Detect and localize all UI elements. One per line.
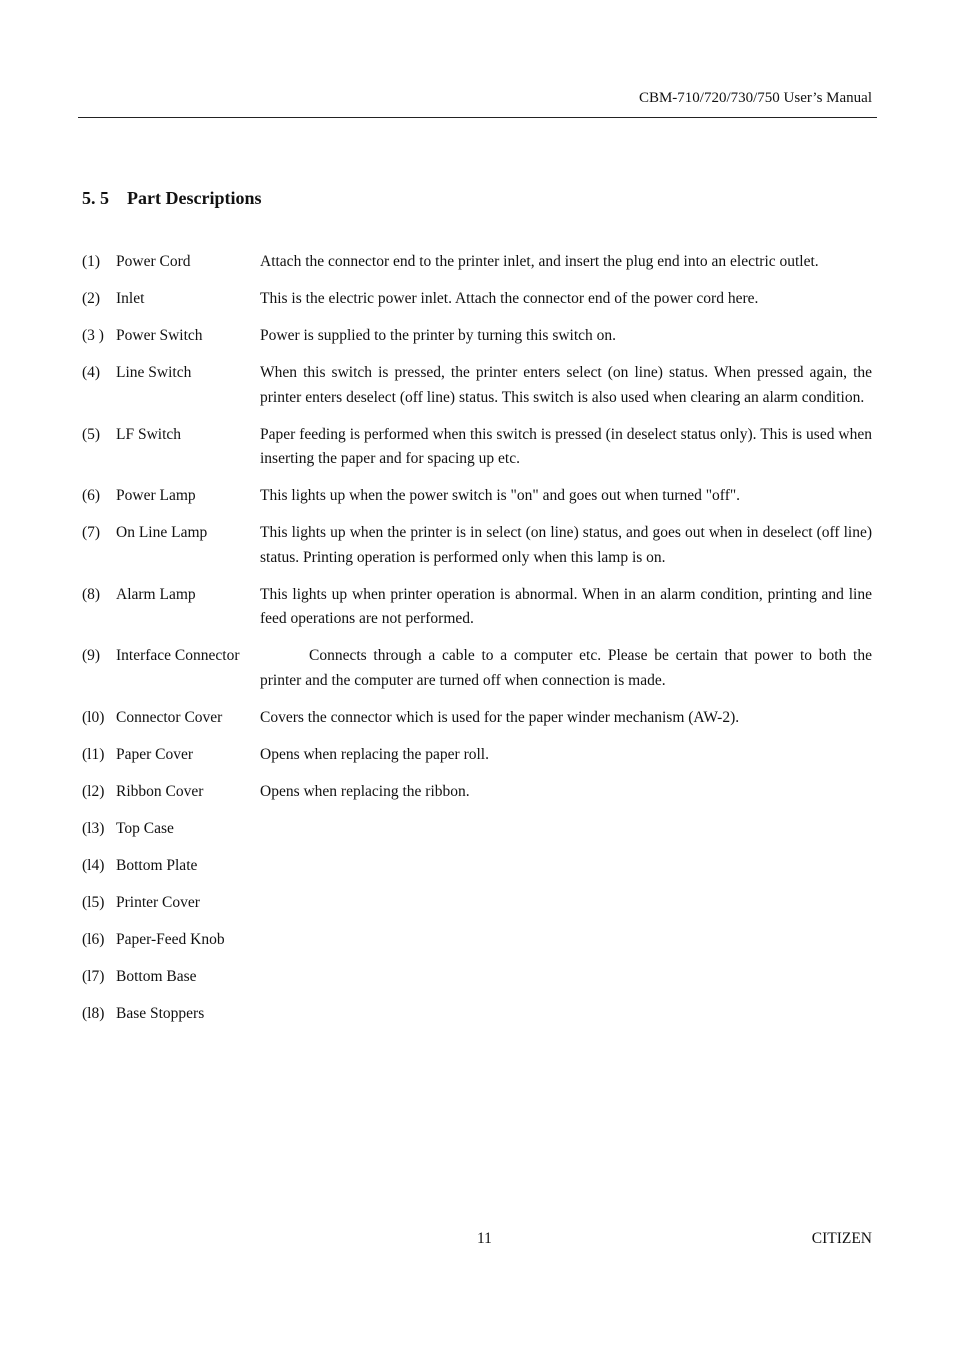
part-description: This lights up when the printer is in select (on line) status, and goes out when in deselect (off line) status. Printing operation is performed only when this lamp is on.: [260, 524, 872, 566]
part-description: When this switch is pressed, the printer enters select (on line) status. When pressed again, the printer enters deselect (off line) status. This switch is also used when clearing an alarm condition.: [260, 364, 872, 406]
part-name: Top Case: [116, 819, 174, 837]
part-name: Power Switch: [116, 327, 203, 344]
part-number: (l4): [82, 856, 105, 874]
part-row: [82, 484, 872, 509]
part-row: [82, 780, 872, 805]
part-name: LF Switch: [116, 425, 182, 443]
part-row: [82, 287, 872, 312]
part-row: [82, 891, 872, 916]
part-number: (l7): [82, 967, 105, 985]
part-row: [82, 706, 872, 731]
part-description: Opens when replacing the paper roll.: [260, 745, 489, 763]
part-description: Attach the connector end to the printer inlet, and insert the plug end into an electric outlet.: [260, 253, 819, 270]
part-description: This lights up when the power switch is "on" and goes out when turned "off".: [260, 487, 741, 504]
part-number: (8): [82, 585, 101, 603]
part-name: Base Stoppers: [116, 1004, 205, 1022]
part-number: (5): [82, 425, 101, 443]
part-row: [82, 965, 872, 990]
part-description: This lights up when printer operation is abnormal. When in an alarm condition, printing and line feed operations are not performed.: [260, 585, 872, 627]
part-row: [82, 361, 872, 410]
part-name: Power Lamp: [116, 487, 196, 504]
part-number: (7): [82, 524, 101, 541]
part-number: (9): [82, 647, 101, 664]
part-row: [82, 644, 872, 693]
part-row: [82, 250, 872, 275]
part-row: [82, 423, 872, 472]
part-number: (4): [82, 364, 101, 381]
page-number: 11: [477, 1230, 492, 1247]
part-name: Interface Connector: [116, 647, 240, 664]
part-name: Paper-Feed Knob: [116, 930, 225, 948]
part-name: Bottom Base: [116, 967, 197, 985]
part-number: (l0): [82, 708, 105, 726]
part-number: (6): [82, 487, 101, 504]
footer-brand: CITIZEN: [811, 1230, 872, 1247]
part-description: [260, 965, 872, 990]
part-number: (l3): [82, 819, 105, 837]
part-name: Inlet: [116, 290, 145, 307]
part-row: [82, 817, 872, 842]
section-title: Part Descriptions: [127, 188, 262, 208]
part-description: Paper feeding is performed when this switch is pressed (in deselect status only). This is used when inserting the paper and for spacing up etc.: [260, 425, 872, 467]
part-name: Printer Cover: [116, 893, 200, 911]
part-name: Power Cord: [116, 253, 191, 270]
part-description: [260, 817, 872, 842]
part-number: (l1): [82, 745, 105, 763]
header-divider: [78, 117, 877, 118]
part-name: On Line Lamp: [116, 524, 208, 541]
part-name: Connector Cover: [116, 708, 223, 726]
part-name: Paper Cover: [116, 745, 194, 763]
part-description: Connects through a cable to a computer etc. Please be certain that power to both the printer and the computer are turned off when connection is made.: [260, 647, 872, 689]
part-number: (l2): [82, 782, 105, 800]
part-number: (2): [82, 290, 101, 307]
part-number: (3 ): [82, 327, 104, 344]
section-number: 5. 5: [82, 188, 109, 208]
part-number: (1): [82, 253, 101, 270]
part-number: (l8): [82, 1004, 105, 1022]
part-row: [82, 324, 872, 349]
part-description: [260, 891, 872, 916]
part-description: Power is supplied to the printer by turning this switch on.: [260, 327, 617, 344]
section-heading: [82, 188, 261, 209]
part-row: [82, 1002, 872, 1027]
part-row: [82, 743, 872, 768]
part-descriptions-list: [82, 250, 872, 1039]
part-description: [260, 928, 872, 953]
part-name: Alarm Lamp: [116, 585, 196, 603]
part-row: [82, 521, 872, 570]
part-row: [82, 583, 872, 632]
running-header: CBM-710/720/730/750 User’s Manual: [638, 90, 872, 106]
part-description: [260, 854, 872, 879]
part-description: [260, 1002, 872, 1027]
part-row: [82, 928, 872, 953]
part-description: This is the electric power inlet. Attach the connector end of the power cord here.: [260, 290, 759, 307]
part-number: (l5): [82, 893, 105, 911]
part-row: [82, 854, 872, 879]
part-description: Opens when replacing the ribbon.: [260, 782, 470, 800]
part-name: Bottom Plate: [116, 856, 198, 874]
part-name: Line Switch: [116, 364, 192, 381]
part-number: (l6): [82, 930, 105, 948]
part-description: Covers the connector which is used for the paper winder mechanism (AW-2).: [260, 708, 740, 726]
part-name: Ribbon Cover: [116, 782, 204, 800]
